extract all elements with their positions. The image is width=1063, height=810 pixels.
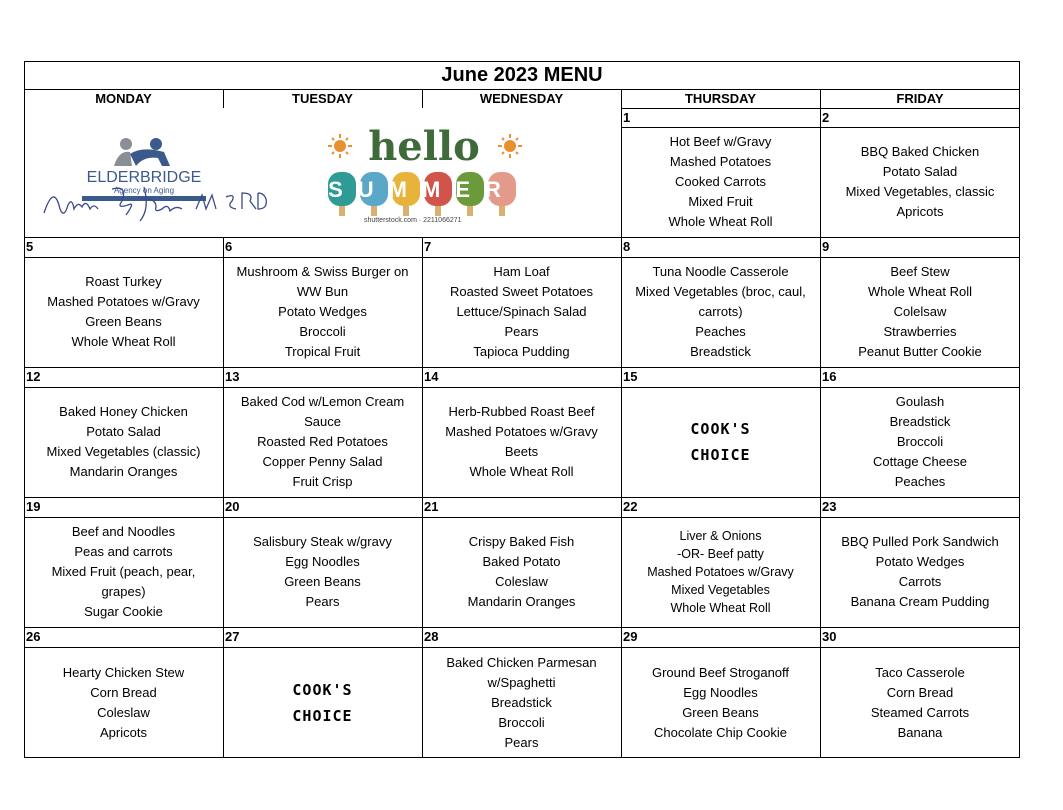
grid-line	[422, 89, 423, 108]
day-number: 7	[424, 239, 432, 254]
menu-item: Tropical Fruit	[284, 344, 361, 359]
day-number: 16	[822, 369, 837, 384]
menu-item: WW Bun	[296, 284, 349, 299]
menu-items	[422, 647, 621, 758]
day-number: 28	[424, 629, 439, 644]
menu-item: Herb-Rubbed Roast Beef	[448, 404, 595, 419]
grid-line	[24, 367, 1020, 368]
menu-item: Mixed Vegetables (broc, caul,	[635, 284, 806, 299]
menu-item: Copper Penny Salad	[262, 454, 383, 469]
menu-item: Pears	[504, 734, 539, 750]
menu-item: Baked Chicken Parmesan	[446, 654, 597, 670]
menu-item: Roast Turkey	[85, 274, 162, 289]
menu-item: Roasted Red Potatoes	[257, 434, 388, 449]
menu-item: Potato Wedges	[278, 304, 367, 319]
day-number: 15	[623, 369, 638, 384]
cooks-choice-line: COOK'S	[292, 680, 353, 699]
cooks-choice-line: COOK'S	[690, 420, 751, 438]
menu-items	[223, 517, 422, 627]
menu-item: Ground Beef Stroganoff	[651, 664, 790, 680]
menu-item: Hearty Chicken Stew	[62, 664, 185, 680]
menu-item: BBQ Baked Chicken	[860, 144, 980, 159]
menu-item: Carrots	[898, 574, 942, 589]
menu-calendar	[24, 61, 1020, 758]
menu-item: Broccoli	[896, 434, 944, 449]
menu-item: Mashed Potatoes w/Gravy	[445, 424, 598, 439]
menu-item: Tapioca Pudding	[473, 344, 570, 359]
menu-item: Banana	[897, 724, 943, 740]
day-number: 12	[26, 369, 41, 384]
menu-item: Broccoli	[299, 324, 346, 339]
grid-line	[24, 89, 1020, 90]
menu-items	[621, 647, 820, 758]
menu-item: BBQ Pulled Pork Sandwich	[841, 534, 999, 549]
menu-item: Potato Wedges	[875, 554, 965, 569]
day-number: 13	[225, 369, 240, 384]
day-number: 23	[822, 499, 837, 514]
grid-line	[223, 89, 224, 108]
menu-item: Chocolate Chip Cookie	[654, 724, 787, 740]
menu-item: Salisbury Steak w/gravy	[253, 534, 392, 549]
menu-item: Peaches	[894, 474, 946, 489]
cooks-choice	[621, 387, 820, 497]
menu-items	[223, 257, 422, 367]
day-header-wednesday: WEDNESDAY	[479, 91, 564, 106]
menu-item: Cottage Cheese	[873, 454, 967, 469]
menu-item: Roasted Sweet Potatoes	[449, 284, 594, 299]
summer-text: SUMMER	[328, 177, 516, 202]
day-number: 20	[225, 499, 240, 514]
menu-item: grapes)	[101, 584, 146, 599]
menu-item: Apricots	[896, 204, 944, 219]
menu-item: Peanut Butter Cookie	[858, 344, 982, 359]
menu-item: Mashed Potatoes	[669, 154, 772, 169]
day-header-friday: FRIDAY	[896, 91, 944, 106]
menu-item: Tuna Noodle Casserole	[652, 264, 789, 279]
day-number: 8	[623, 239, 631, 254]
day-header-monday: MONDAY	[95, 91, 152, 106]
menu-item: Peas and carrots	[74, 544, 173, 559]
menu-item: Mushroom & Swiss Burger on	[236, 264, 409, 279]
day-header-tuesday: TUESDAY	[292, 91, 353, 106]
menu-title: June 2023 MENU	[441, 64, 603, 86]
menu-item: Strawberries	[883, 324, 957, 339]
menu-item: Beef Stew	[890, 264, 950, 279]
menu-item: Taco Casserole	[875, 664, 965, 680]
menu-item: Green Beans	[284, 574, 361, 589]
logo-tagline: Agency on Aging	[113, 186, 175, 195]
menu-item: Colelsaw	[893, 304, 947, 319]
menu-item: Corn Bread	[90, 684, 157, 700]
menu-item: Mixed Vegetables, classic	[845, 184, 995, 199]
menu-items	[223, 387, 422, 497]
menu-item: Mixed Fruit	[688, 194, 753, 209]
day-number: 21	[424, 499, 439, 514]
menu-item: Cooked Carrots	[674, 174, 767, 189]
menu-item: Pears	[305, 594, 340, 609]
menu-item: Mixed Fruit (peach, pear,	[51, 564, 196, 579]
grid-line	[621, 89, 622, 108]
menu-item: Broccoli	[498, 714, 545, 730]
day-number: 9	[822, 239, 830, 254]
cooks-choice	[223, 647, 422, 758]
day-number: 1	[623, 110, 631, 125]
menu-items	[621, 127, 820, 237]
menu-items	[24, 647, 223, 758]
grid-line	[24, 627, 1020, 628]
menu-item: Fruit Crisp	[292, 474, 353, 489]
menu-item: Mashed Potatoes w/Gravy	[647, 565, 794, 579]
day-number: 5	[26, 239, 34, 254]
grid-line	[24, 61, 1020, 62]
menu-item: Mandarin Oranges	[467, 594, 576, 609]
menu-item: Egg Noodles	[285, 554, 360, 569]
menu-item: Beef and Noodles	[71, 524, 176, 539]
grid-line	[24, 237, 1020, 238]
menu-item: Mixed Vegetables	[671, 583, 770, 597]
day-number: 30	[822, 629, 837, 644]
day-number: 26	[26, 629, 41, 644]
menu-item: Mashed Potatoes w/Gravy	[47, 294, 200, 309]
menu-item: Breadstick	[690, 344, 751, 359]
menu-items	[422, 257, 621, 367]
menu-items	[621, 257, 820, 367]
menu-items	[820, 257, 1020, 367]
image-credit: shutterstock.com · 2211066271	[364, 217, 462, 224]
menu-item: Egg Noodles	[683, 684, 758, 700]
menu-item: Pears	[504, 324, 539, 339]
menu-item: -OR- Beef patty	[677, 547, 764, 561]
menu-item: Peaches	[695, 324, 746, 339]
menu-item: Sugar Cookie	[84, 604, 163, 619]
hello-text: hello	[368, 123, 480, 170]
cooks-choice-line: CHOICE	[292, 706, 353, 725]
menu-item: Breadstick	[491, 694, 552, 710]
menu-items	[24, 387, 223, 497]
menu-item: Whole Wheat Roll	[670, 601, 771, 615]
menu-item: Steamed Carrots	[870, 704, 970, 720]
grid-line	[820, 89, 821, 108]
menu-item: Baked Honey Chicken	[59, 404, 188, 419]
menu-item: Coleslaw	[495, 574, 548, 589]
menu-item: Goulash	[895, 394, 945, 409]
logo-name: ELDERBRIDGE	[86, 169, 202, 186]
menu-item: Green Beans	[682, 704, 759, 720]
menu-item: Lettuce/Spinach Salad	[456, 304, 587, 319]
menu-item: Coleslaw	[97, 704, 150, 720]
menu-item: Whole Wheat Roll	[71, 334, 176, 349]
menu-item: Whole Wheat Roll	[668, 214, 773, 229]
menu-item: Baked Cod w/Lemon Cream	[240, 394, 405, 409]
menu-item: Green Beans	[85, 314, 162, 329]
menu-item: Ham Loaf	[493, 264, 550, 279]
menu-items	[422, 517, 621, 627]
menu-item: Mandarin Oranges	[69, 464, 178, 479]
day-number: 2	[822, 110, 830, 125]
menu-item: Mixed Vegetables (classic)	[46, 444, 201, 459]
menu-item: Beets	[504, 444, 539, 459]
day-number: 14	[424, 369, 439, 384]
day-number: 22	[623, 499, 638, 514]
menu-items	[820, 647, 1020, 758]
menu-item: Corn Bread	[886, 684, 954, 700]
sun-left-icon	[328, 134, 352, 158]
day-header-thursday: THURSDAY	[684, 91, 757, 106]
menu-item: Sauce	[304, 414, 341, 429]
menu-item: Breadstick	[889, 414, 951, 429]
menu-item: w/Spaghetti	[487, 674, 556, 690]
menu-items	[24, 517, 223, 627]
day-number: 6	[225, 239, 233, 254]
menu-items	[820, 387, 1020, 497]
menu-item: Crispy Baked Fish	[468, 534, 575, 549]
menu-item: carrots)	[698, 304, 743, 319]
menu-item: Potato Salad	[86, 424, 161, 439]
menu-item: Banana Cream Pudding	[850, 594, 990, 609]
menu-item: Liver & Onions	[679, 529, 762, 543]
cooks-choice-line: CHOICE	[690, 446, 751, 464]
menu-items	[820, 517, 1020, 627]
menu-items	[422, 387, 621, 497]
sun-right-icon	[498, 134, 522, 158]
day-number: 29	[623, 629, 638, 644]
menu-items	[24, 257, 223, 367]
handwritten-signature	[36, 179, 276, 227]
menu-item: Whole Wheat Roll	[867, 284, 973, 299]
menu-item: Apricots	[100, 724, 147, 740]
menu-item: Whole Wheat Roll	[469, 464, 574, 479]
menu-item: Baked Potato	[482, 554, 561, 569]
grid-line	[24, 497, 1020, 498]
menu-item: Potato Salad	[882, 164, 958, 179]
day-number: 27	[225, 629, 240, 644]
menu-items	[820, 127, 1020, 237]
menu-item: Hot Beef w/Gravy	[669, 134, 772, 149]
day-number: 19	[26, 499, 41, 514]
menu-items	[621, 517, 820, 627]
